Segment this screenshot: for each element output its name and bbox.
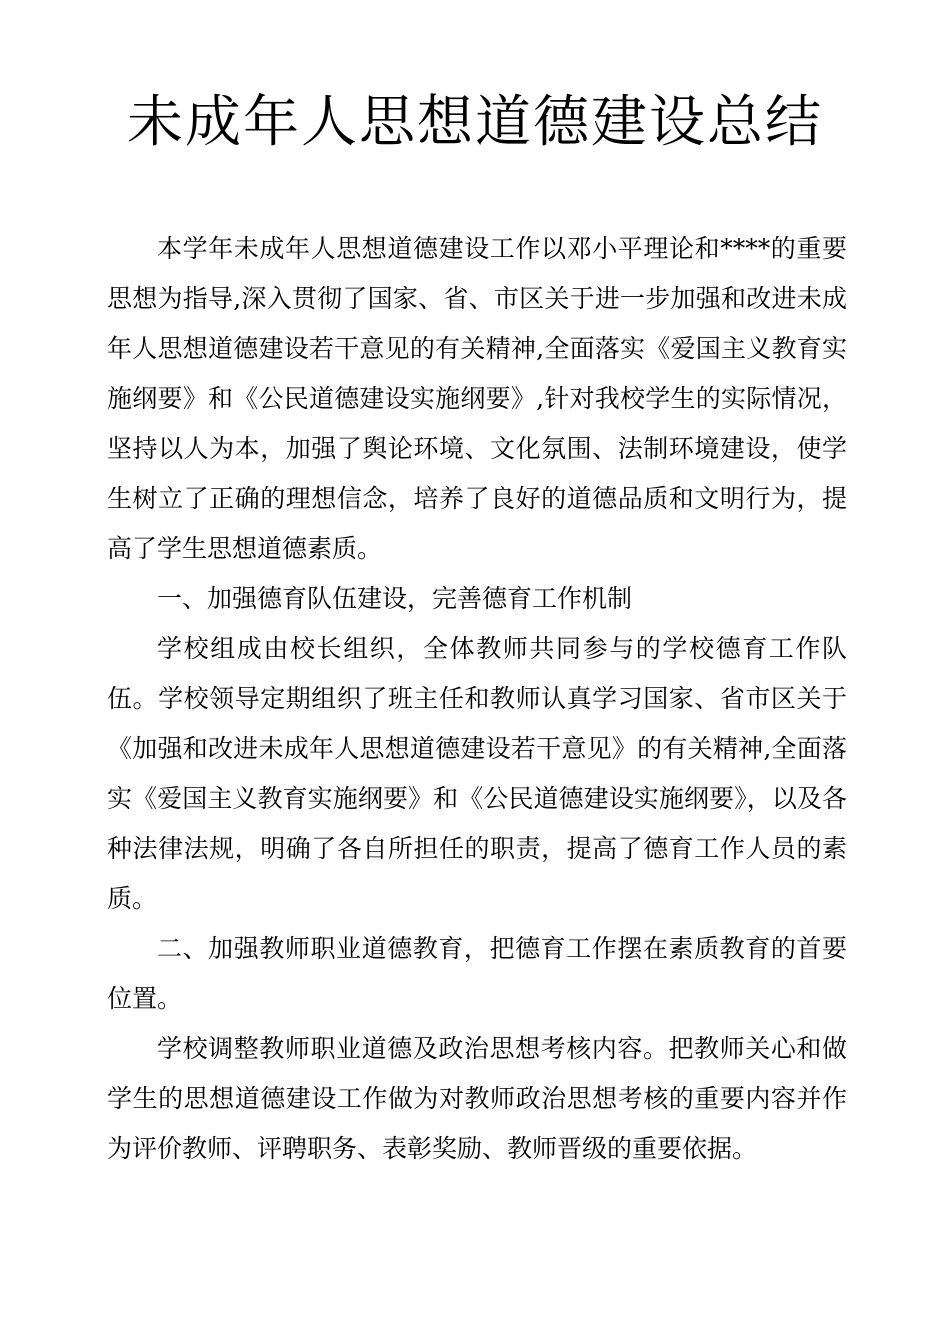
- document-title: 未成年人思想道德建设总结: [127, 90, 823, 155]
- section-heading-1: 一、加强德育队伍建设，完善德育工作机制: [157, 584, 633, 613]
- intro-paragraph: 本学年未成年人思想道德建设工作以邓小平理论和****的重要思想为指导,深入贯彻了国家、省、市区关于进一步加强和改进未成年人思想道德建设若干意见的有关精神,全面落实《爱国主义教育实施纲要》和《公民道德建设实施纲要》,针对我校学生的实际情况，坚持以人为本，加强了舆论环境、文化氛围、法制环境建设，使学生树立了正确的理想信念，培养了良好的道德品质和文明行为，提高了学生思想道德素质。: [107, 234, 847, 563]
- document-body: [107, 224, 847, 1174]
- section-heading-2: 二、加强教师职业道德教育，把德育工作摆在素质教育的首要位置。: [107, 934, 847, 1013]
- section-1-paragraph: 学校组成由校长组织，全体教师共同参与的学校德育工作队伍。学校领导定期组织了班主任和教师认真学习国家、省市区关于《加强和改进未成年人思想道德建设若干意见》的有关精神,全面落实《爱国主义教育实施纲要》和《公民道德建设实施纲要》，以及各种法律法规，明确了各自所担任的职责，提高了德育工作人员的素质。: [107, 634, 847, 913]
- section-2-paragraph: 学校调整教师职业道德及政治思想考核内容。把教师关心和做学生的思想道德建设工作做为对教师政治思想考核的重要内容并作为评价教师、评聘职务、表彰奖励、教师晋级的重要依据。: [107, 1034, 847, 1163]
